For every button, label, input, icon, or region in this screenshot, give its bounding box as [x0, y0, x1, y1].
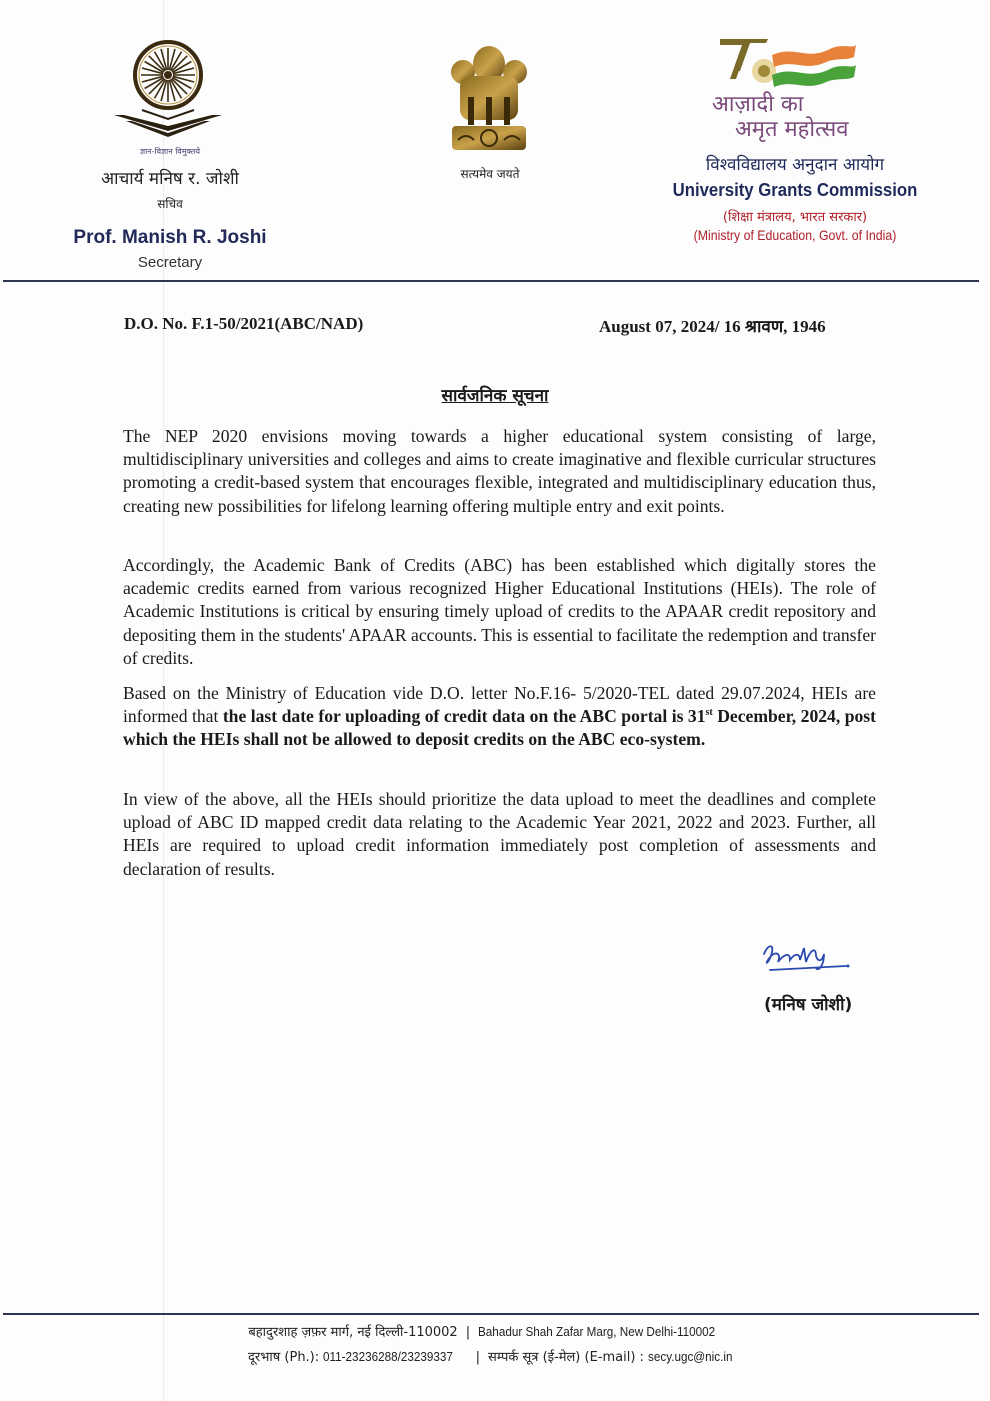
ministry-hindi: (शिक्षा मंत्रालय, भारत सरकार) [722, 210, 868, 225]
separator: | [465, 1325, 471, 1340]
emblem-motto: सत्यमेव जयते [460, 167, 520, 181]
notice-heading: सार्वजनिक सूचना [441, 386, 549, 406]
secretary-name-english: Prof. Manish R. Joshi [73, 227, 267, 248]
paragraph-3-intro: Based on the Ministry of Education vide D.O. letter No.F.16- 5/2020-TEL dated 29.07.2024, HEIs are informed that [123, 683, 876, 727]
deadline-text-a: the last date for uploading of credit data on the ABC portal is 31 [222, 706, 706, 727]
phone-label: दूरभाष (Ph.): [248, 1350, 320, 1365]
deadline-text-b: December, 2024, post which the HEIs shall not be allowed to deposit credits on the ABC eco-system. [123, 706, 877, 750]
body-paragraph-3 [123, 682, 876, 752]
footer-address [0, 1322, 990, 1340]
body-paragraph-4: In view of the above, all the HEIs should prioritize the data upload to meet the deadlines and complete upload of ABC ID mapped credit data relating to the Academic Year 2021, 2022 and 2023. Further, all HEIs are required to upload credit information immediately post completion of assessments and declaration of results. [123, 789, 876, 879]
phone-number: 011-23236288/23239337 [323, 1349, 454, 1364]
letter-date: August 07, 2024/ 16 श्रावण, 1946 [599, 317, 826, 336]
email-label: सम्पर्क सूत्र (ई-मेल) (E-mail) : [488, 1350, 644, 1365]
footer-divider [3, 1313, 979, 1315]
ministry-english: (Ministry of Education, Govt. of India) [693, 227, 897, 243]
secretary-name-hindi: आचार्य मनिष र. जोशी [101, 169, 239, 189]
ugc-motto: ज्ञान-विज्ञान विमुक्तये [139, 147, 201, 156]
signatory-name: (मनिष जोशी) [764, 995, 853, 1015]
azadi-logo-text-line2: अमृत महोत्सव [735, 117, 849, 142]
separator: | [475, 1350, 481, 1365]
footer-contact [0, 1347, 990, 1365]
secretary-title-hindi: सचिव [157, 197, 183, 211]
org-name-hindi: विश्वविद्यालय अनुदान आयोग [705, 155, 885, 175]
header-divider [3, 280, 979, 282]
azadi-logo-text-line1: आज़ादी का [712, 92, 804, 117]
org-name-english: University Grants Commission [672, 180, 918, 200]
body-paragraph-1: The NEP 2020 envisions moving towards a higher educational system consisting of large, multidisciplinary universities and colleges and aims to create imaginative and flexible curricular structures promoting a credit-based system that encourages flexible, integrated and multidisciplinary education thus, creating new possibilities for lifelong learning offering multiple entry and exit points. [123, 426, 876, 516]
address-english: Bahadur Shah Zafar Marg, New Delhi-110002 [478, 1324, 716, 1339]
address-hindi: बहादुरशाह ज़फ़र मार्ग, नई दिल्ली-110002 [248, 1325, 458, 1340]
body-paragraph-2: Accordingly, the Academic Bank of Credits (ABC) has been established which digitally stores the academic credits earned from various recognized Higher Educational Institutions (HEIs). The role of Academic Institutions is critical by ensuring timely upload of credits to the APAAR credit repository and depositing them in the students' APAAR accounts. This is essential to facilitate the redemption and transfer of credits. [123, 555, 876, 668]
national-emblem-icon [446, 42, 532, 160]
azadi-ka-amrit-mahotsav-logo-icon [706, 35, 876, 95]
deadline-text [123, 706, 876, 749]
secretary-title-english: Secretary [137, 254, 203, 271]
signature-icon [760, 940, 855, 978]
email-link[interactable]: secy.ugc@nic.in [648, 1349, 733, 1364]
ugc-logo-icon [108, 35, 228, 147]
deadline-ordinal: st [705, 707, 713, 719]
reference-number: D.O. No. F.1-50/2021(ABC/NAD) [124, 314, 364, 333]
